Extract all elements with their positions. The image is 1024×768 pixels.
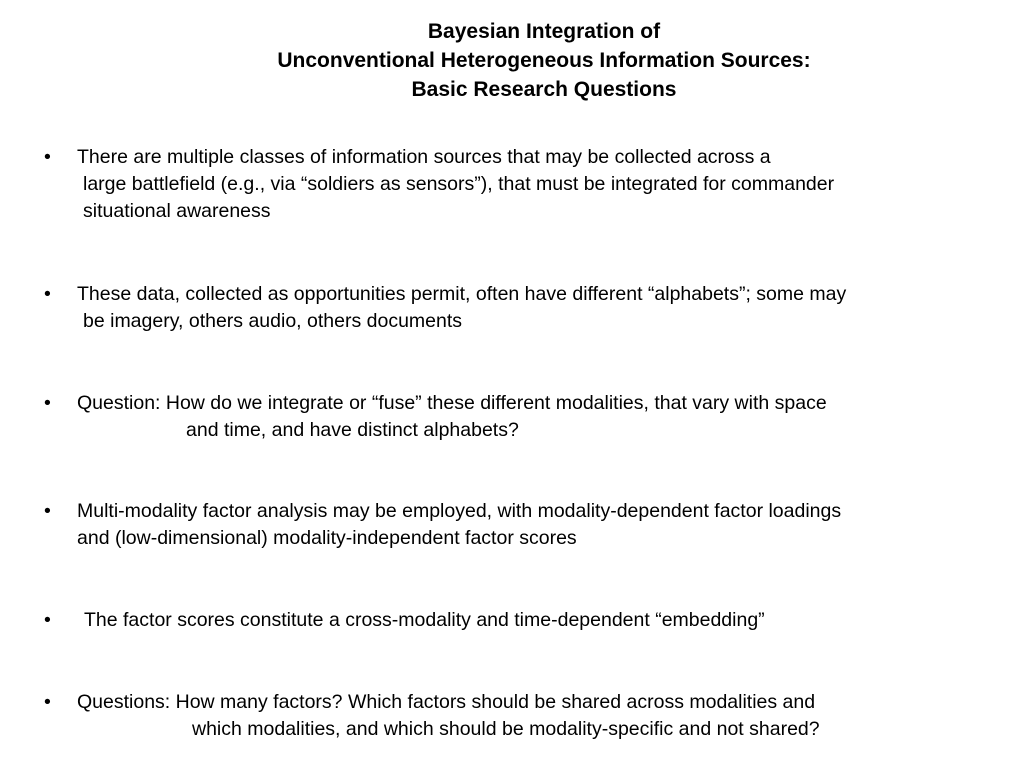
bullet-text-line: situational awareness [83, 200, 271, 222]
bullet-dot: • [44, 500, 51, 522]
title-line: Basic Research Questions [411, 78, 677, 101]
bullet-text-line: The factor scores constitute a cross-modality and time-dependent “embedding” [84, 609, 765, 631]
bullet-text-line: There are multiple classes of information sources that may be collected across a [77, 146, 771, 168]
bullet-text-line: be imagery, others audio, others documents [83, 310, 463, 332]
bullet-dot: • [44, 609, 51, 631]
bullet-dot: • [44, 392, 51, 414]
title-line: Bayesian Integration of [427, 20, 661, 43]
bullet-text-line: These data, collected as opportunities permit, often have different “alphabets”; some may [77, 283, 847, 305]
bullet-dot: • [44, 691, 51, 713]
slide-title [0, 17, 1024, 104]
bullet-text-line: Questions: How many factors? Which factors should be shared across modalities and [77, 691, 816, 713]
bullet-text-line: and (low-dimensional) modality-independent factor scores [77, 527, 577, 549]
bullet-text-line: large battlefield (e.g., via “soldiers as sensors”), that must be integrated for commander [83, 173, 835, 195]
bullet-text-line: which modalities, and which should be modality-specific and not shared? [192, 718, 820, 740]
title-line: Unconventional Heterogeneous Information Sources: [277, 49, 811, 72]
bullet-dot: • [44, 283, 51, 305]
bullet-text-line: Question: How do we integrate or “fuse” these different modalities, that vary with space [77, 392, 827, 414]
bullet-text-line: and time, and have distinct alphabets? [186, 419, 519, 441]
bullet-dot: • [44, 146, 51, 168]
bullet-text-line: Multi-modality factor analysis may be employed, with modality-dependent factor loadings [77, 500, 842, 522]
